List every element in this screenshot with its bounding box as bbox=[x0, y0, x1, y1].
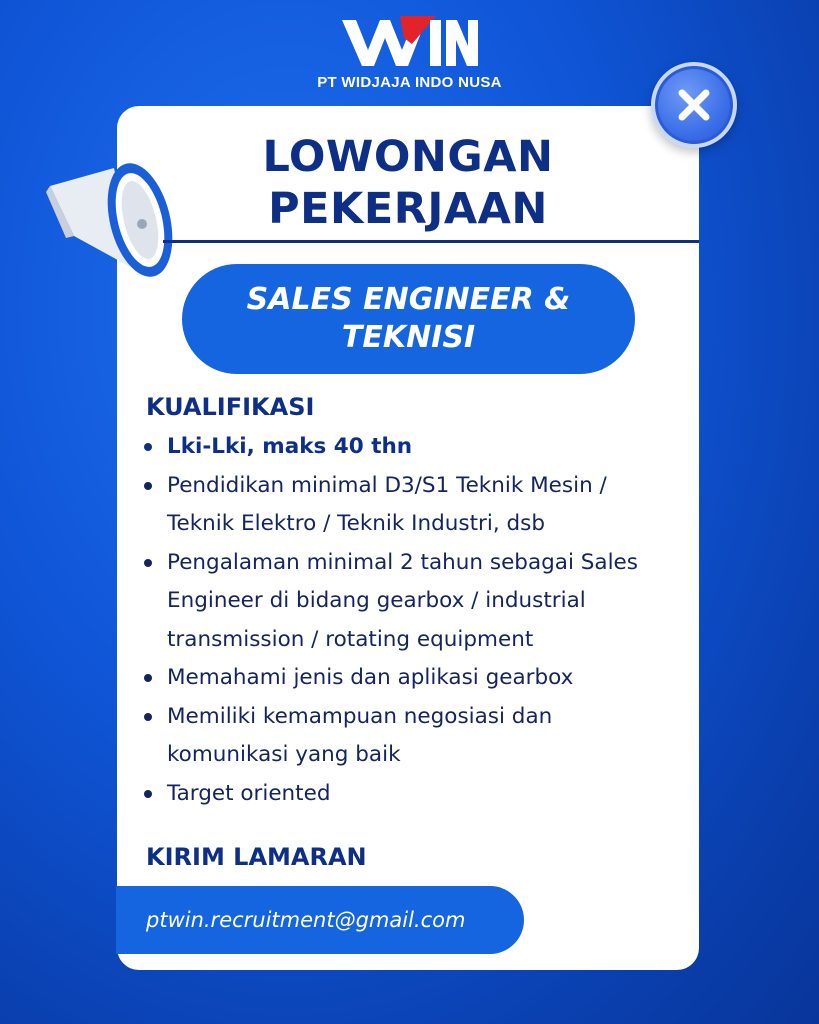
qualification-line: Engineer di bidang gearbox / industrial bbox=[167, 588, 586, 613]
qualification-line: transmission / rotating equipment bbox=[167, 626, 534, 652]
qualification-item bbox=[140, 698, 700, 775]
qualifications-heading: KUALIFIKASI bbox=[146, 393, 315, 421]
title-line-1: LOWONGAN bbox=[262, 132, 554, 182]
position-line-1: SALES ENGINEER & bbox=[246, 282, 571, 317]
qualification-item bbox=[140, 467, 700, 544]
qualification-line: Pendidikan minimal D3/S1 Teknik Mesin / bbox=[167, 472, 607, 498]
qualification-line: Target oriented bbox=[167, 780, 331, 806]
qualification-line: Pengalaman minimal 2 tahun sebagai Sales bbox=[167, 549, 638, 575]
qualification-item bbox=[140, 775, 700, 814]
page-title bbox=[117, 131, 699, 235]
qualification-line: Teknik Elektro / Teknik Industri, dsb bbox=[167, 511, 546, 536]
email-link[interactable] bbox=[116, 886, 524, 954]
qualification-item bbox=[140, 544, 700, 660]
position-badge bbox=[182, 264, 635, 374]
apply-heading: KIRIM LAMARAN bbox=[146, 843, 367, 871]
win-logo-mark bbox=[342, 14, 478, 68]
title-line-2: PEKERJAAN bbox=[268, 184, 548, 234]
qualification-line: Lki-Lki, maks 40 thn bbox=[167, 434, 413, 459]
position-line-2: TEKNISI bbox=[341, 320, 476, 355]
qualification-line: Memahami jenis dan aplikasi gearbox bbox=[167, 665, 574, 690]
qualification-line: komunikasi yang baik bbox=[167, 742, 401, 767]
qualification-item bbox=[140, 659, 700, 698]
close-x-icon bbox=[674, 85, 714, 125]
qualification-line: Memiliki kemampuan negosiasi dan bbox=[167, 703, 553, 729]
qualifications-list bbox=[140, 428, 700, 813]
title-divider bbox=[163, 240, 699, 243]
company-name: PT WIDJAJA INDO NUSA bbox=[317, 74, 502, 91]
email-address[interactable]: ptwin.recruitment@gmail.com bbox=[146, 908, 466, 932]
qualification-item bbox=[140, 428, 700, 467]
